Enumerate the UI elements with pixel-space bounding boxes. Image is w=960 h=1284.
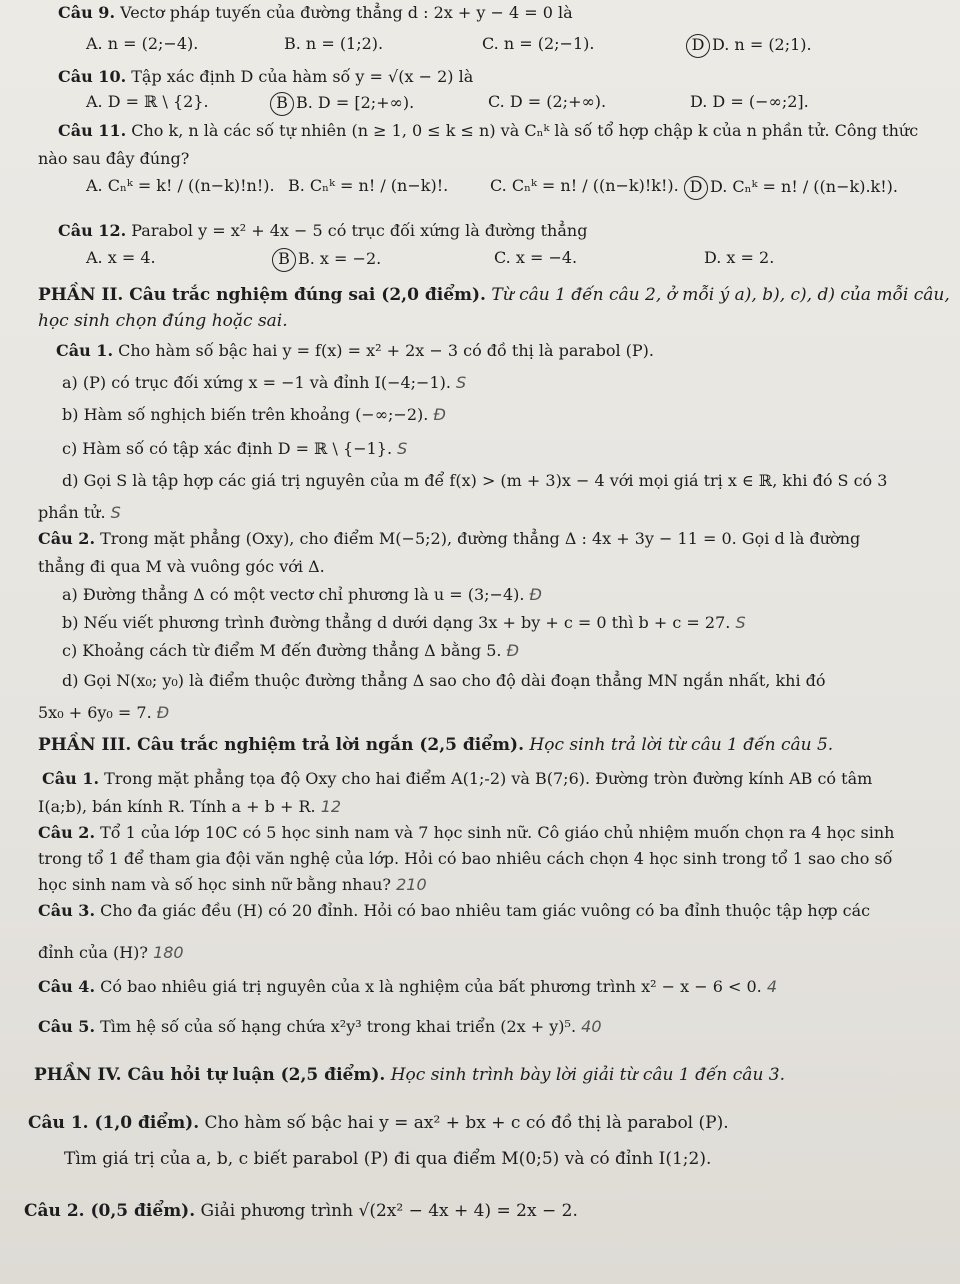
q11-line (58, 120, 918, 142)
part2-heading (38, 284, 950, 306)
p2q1-text: Cho hàm số bậc hai y = f(x) = x² + 2x − 3 có đồ thị là parabol (P). (118, 341, 654, 360)
p2q2-mark-b: S (735, 613, 746, 632)
part3-title: PHẦN III. Câu trắc nghiệm trả lời ngắn (2,5 điểm). (38, 735, 524, 755)
p3q2-text-cont2: học sinh nam và số học sinh nữ bằng nhau? 210 (38, 875, 427, 894)
p2q1-label: Câu 1. (56, 341, 114, 360)
p3q1-answer: 12 (320, 797, 342, 816)
q11-text-cont: nào sau đây đúng? (38, 149, 190, 168)
p2q2-text-cont: thẳng đi qua M và vuông góc với Δ. (38, 557, 325, 576)
p2q2-item-d: d) Gọi N(x₀; y₀) là điểm thuộc đường thẳng Δ sao cho độ dài đoạn thẳng MN ngắn nhất, khi đó (62, 671, 826, 690)
q11-text: Cho k, n là các số tự nhiên (n ≥ 1, 0 ≤ k ≤ n) và Cₙᵏ là số tổ hợp chập k của n phần tử. Công thức (131, 121, 919, 140)
q12-option-d: D. x = 2. (704, 248, 775, 267)
p2q2-item-d-cont: 5x₀ + 6y₀ = 7. Đ (38, 703, 170, 722)
p2q2-label: Câu 2. (38, 529, 96, 548)
part2-title: PHẦN II. Câu trắc nghiệm đúng sai (2,0 điểm). (38, 285, 486, 305)
p2q1-item-a: a) (P) có trục đối xứng x = −1 và đỉnh I(−4;−1). S (62, 373, 467, 392)
q11-marked-circle: D (684, 176, 708, 200)
p3q2-label: Câu 2. (38, 823, 96, 842)
q9-line (58, 2, 573, 24)
p2q1-item-d-cont: phần tử. S (38, 503, 121, 522)
p2q1-mark-a: S (456, 373, 467, 392)
p3q4-line (38, 976, 777, 998)
q11-option-c: C. Cₙᵏ = n! / ((n−k)!k!). (490, 176, 679, 195)
q10-option-b: B B. D = [2;+∞). (270, 92, 414, 116)
p3q4-label: Câu 4. (38, 977, 96, 996)
p2q2-mark-d: Đ (156, 703, 170, 722)
q12-label: Câu 12. (58, 221, 127, 240)
p2q1-item-b: b) Hàm số nghịch biến trên khoảng (−∞;−2). Đ (62, 405, 446, 424)
q12-option-a: A. x = 4. (86, 248, 156, 267)
p3q1-line (42, 768, 872, 790)
part4-note: Học sinh trình bày lời giải từ câu 1 đến câu 3. (390, 1065, 786, 1085)
p2q1-item-d: d) Gọi S là tập hợp các giá trị nguyên của m để f(x) > (m + 3)x − 4 với mọi giá trị x ∈ ℝ, khi đó S có 3 (62, 471, 888, 490)
q11-option-b: B. Cₙᵏ = n! / (n−k)!. (288, 176, 449, 195)
p2q2-text: Trong mặt phẳng (Oxy), cho điểm M(−5;2), đường thẳng Δ : 4x + 3y − 11 = 0. Gọi d là đường (100, 529, 861, 548)
p3q3-line (38, 900, 870, 922)
q10-label: Câu 10. (58, 67, 127, 86)
q12-option-b: B B. x = −2. (272, 248, 381, 272)
p4q1-label: Câu 1. (1,0 điểm). (28, 1113, 200, 1133)
q9-option-a: A. n = (2;−4). (86, 34, 199, 53)
p3q2-answer: 210 (396, 875, 427, 894)
p2q1-mark-b: Đ (433, 405, 446, 424)
p2q2-mark-a: Đ (529, 585, 542, 604)
p3q2-line (38, 822, 894, 844)
p2q1-mark-c: S (397, 439, 408, 458)
p3q2-text: Tổ 1 của lớp 10C có 5 học sinh nam và 7 học sinh nữ. Cô giáo chủ nhiệm muốn chọn ra 4 học sinh (100, 823, 895, 842)
p4q1-line (28, 1112, 729, 1134)
q11-option-d: D D. Cₙᵏ = n! / ((n−k).k!). (684, 176, 898, 200)
q11-label: Câu 11. (58, 121, 127, 140)
p3q2-text-cont: trong tổ 1 để tham gia đội văn nghệ của lớp. Hỏi có bao nhiêu cách chọn 4 học sinh trong tổ 1 sao cho số (38, 849, 893, 868)
part4-heading (34, 1064, 785, 1086)
p2q2-item-a: a) Đường thẳng Δ có một vectơ chỉ phương là u = (3;−4). Đ (62, 585, 542, 604)
p2q2-mark-c: Đ (506, 641, 519, 660)
p4q2-line (24, 1200, 578, 1222)
q9-option-d: D D. n = (2;1). (686, 34, 812, 58)
p3q4-text: Có bao nhiêu giá trị nguyên của x là nghiệm của bất phương trình x² − x − 6 < 0. (100, 977, 762, 996)
p3q4-answer: 4 (766, 977, 777, 996)
q9-marked-circle: D (686, 34, 710, 58)
part3-note: Học sinh trả lời từ câu 1 đến câu 5. (529, 735, 834, 755)
q9-text: Vectơ pháp tuyến của đường thẳng d : 2x + y − 4 = 0 là (120, 3, 573, 22)
p4q2-text: Giải phương trình √(2x² − 4x + 4) = 2x − 2. (200, 1201, 578, 1221)
q10-line (58, 66, 473, 88)
p2q2-item-b: b) Nếu viết phương trình đường thẳng d dưới dạng 3x + by + c = 0 thì b + c = 27. S (62, 613, 746, 632)
p4q2-label: Câu 2. (0,5 điểm). (24, 1201, 196, 1221)
q12-line (58, 220, 587, 242)
q10-option-a: A. D = ℝ \ {2}. (86, 92, 209, 111)
part3-heading (38, 734, 833, 756)
part4-title: PHẦN IV. Câu hỏi tự luận (2,5 điểm). (34, 1065, 386, 1085)
q12-option-c: C. x = −4. (494, 248, 578, 267)
p3q5-label: Câu 5. (38, 1017, 96, 1036)
p3q3-text-cont: đỉnh của (H)? 180 (38, 943, 184, 962)
q12-text: Parabol y = x² + 4x − 5 có trục đối xứng là đường thẳng (131, 221, 588, 240)
p2q1-item-c: c) Hàm số có tập xác định D = ℝ \ {−1}. S (62, 439, 408, 458)
p3q5-answer: 40 (581, 1017, 602, 1036)
p3q1-label: Câu 1. (42, 769, 100, 788)
p2q2-item-c: c) Khoảng cách từ điểm M đến đường thẳng Δ bằng 5. Đ (62, 641, 519, 660)
p3q5-text: Tìm hệ số của số hạng chứa x²y³ trong khai triển (2x + y)⁵. (100, 1017, 577, 1036)
part2-note: Từ câu 1 đến câu 2, ở mỗi ý a), b), c), d) của mỗi câu, (491, 285, 950, 305)
p4q1-text: Cho hàm số bậc hai y = ax² + bx + c có đồ thị là parabol (P). (204, 1113, 729, 1133)
q10-option-c: C. D = (2;+∞). (488, 92, 607, 111)
p3q5-line (38, 1016, 602, 1038)
q10-text: Tập xác định D của hàm số y = √(x − 2) là (131, 67, 474, 86)
q11-option-a: A. Cₙᵏ = k! / ((n−k)!n!). (86, 176, 275, 195)
q12-marked-circle: B (272, 248, 296, 272)
q9-label: Câu 9. (58, 3, 116, 22)
p3q1-text: Trong mặt phẳng tọa độ Oxy cho hai điểm A(1;-2) và B(7;6). Đường tròn đường kính AB có tâm (104, 769, 873, 788)
p2q2-line (38, 528, 860, 550)
q9-option-c: C. n = (2;−1). (482, 34, 595, 53)
p2q1-line (56, 340, 654, 362)
q10-option-d: D. D = (−∞;2]. (690, 92, 809, 111)
p3q3-answer: 180 (153, 943, 184, 962)
part2-note-cont: học sinh chọn đúng hoặc sai. (38, 311, 288, 331)
p2q1-mark-d: S (110, 503, 121, 522)
p3q3-text: Cho đa giác đều (H) có 20 đỉnh. Hỏi có bao nhiêu tam giác vuông có ba đỉnh thuộc tập hợp các (100, 901, 871, 920)
p4q1-text-cont: Tìm giá trị của a, b, c biết parabol (P) đi qua điểm M(0;5) và có đỉnh I(1;2). (64, 1149, 712, 1169)
p3q3-label: Câu 3. (38, 901, 96, 920)
q9-option-b: B. n = (1;2). (284, 34, 384, 53)
p3q1-text-cont: I(a;b), bán kính R. Tính a + b + R. 12 (38, 797, 342, 816)
q10-marked-circle: B (270, 92, 294, 116)
